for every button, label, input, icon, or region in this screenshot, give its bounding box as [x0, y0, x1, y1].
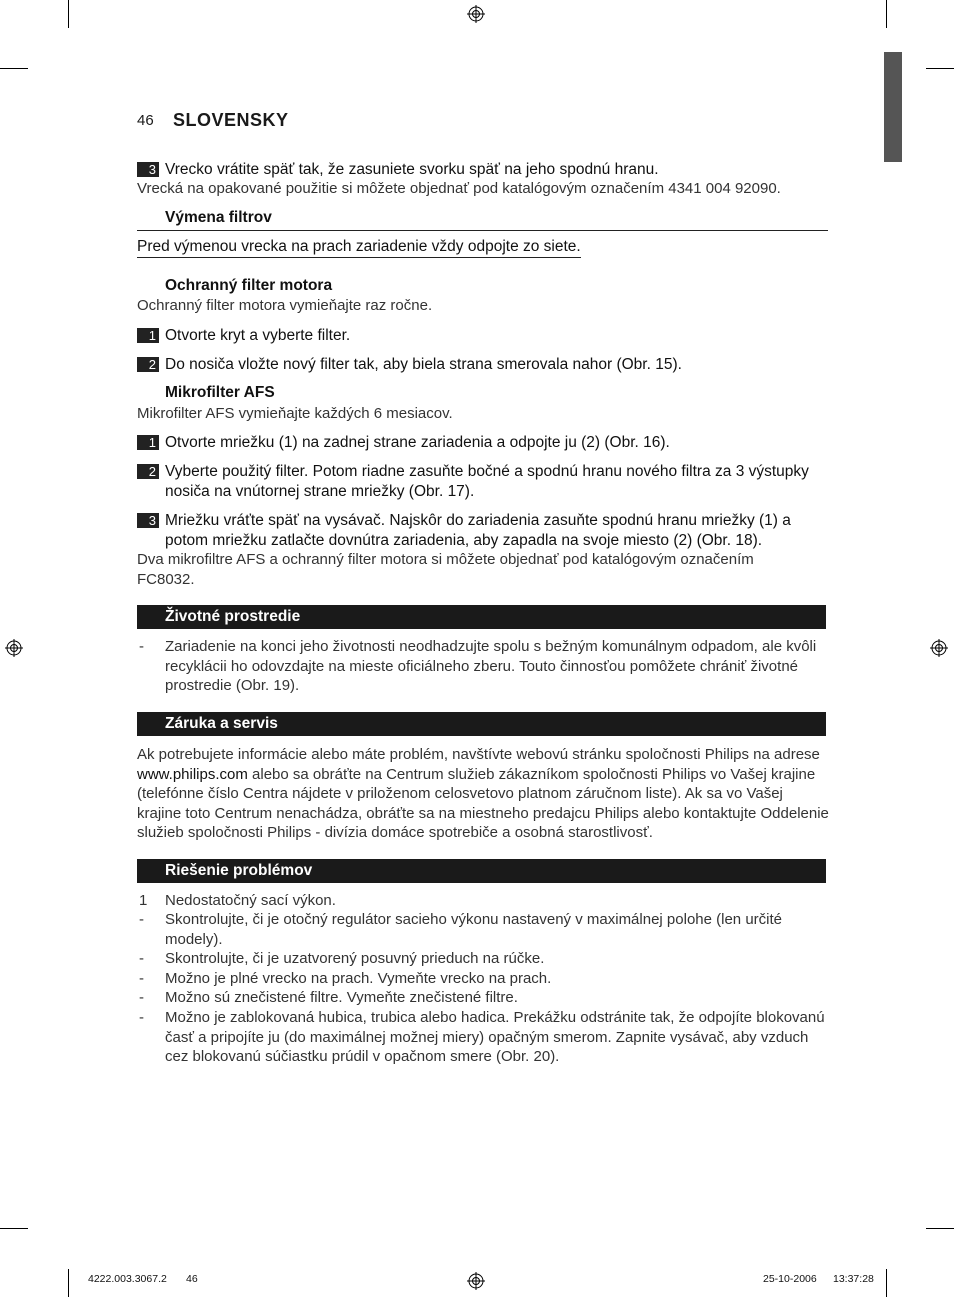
list-item	[137, 1008, 829, 1067]
step-text: Vyberte použitý filter. Potom riadne zasuňte bočné a spodnú hranu nového filtra za 3 výstupky nosiča na vnútornej strane mriežky (Obr. 17).	[165, 463, 809, 500]
problem-number: 1	[139, 892, 148, 909]
list-item-text: Zariadenie na konci jeho životnosti neodhadzujte spolu s bežným komunálnym odpadom, ale kvôli recyklácii ho odovzdajte na mieste oficiálneho zberu. Touto činnosťou pomôžete chrániť životné prostredie (Obr. 19).	[165, 638, 817, 694]
step-item	[137, 160, 827, 180]
step-number: 1	[137, 435, 159, 450]
crop-mark	[886, 1269, 887, 1297]
list-item	[137, 969, 829, 989]
section-bar	[137, 859, 826, 883]
list-item-text: Skontrolujte, či je uzatvorený posuvný prieduch na rúčke.	[165, 950, 545, 967]
registration-mark-icon	[5, 639, 23, 657]
guarantee-text-before: Ak potrebujete informácie alebo máte problém, navštívte webovú stránku spoločnosti Philips na adrese	[137, 746, 820, 763]
registration-mark-icon	[467, 1272, 485, 1290]
step-number: 1	[137, 328, 159, 343]
step-item	[137, 433, 827, 453]
step-text: Otvorte kryt a vyberte filter.	[165, 327, 351, 344]
list-item-text: Možno je plné vrecko na prach. Vymeňte vrecko na prach.	[165, 970, 552, 987]
step-item	[137, 355, 827, 375]
subsection-desc: Mikrofilter AFS vymieňajte každých 6 mesiacov.	[137, 405, 453, 422]
section-heading: Životné prostredie	[165, 608, 301, 625]
list-item-text: Možno je zablokovaná hubica, trubica alebo hadica. Prekážku odstránite tak, že odpojíte blokovanú časť a pripojíte ju (do maximálnej možnej miery) opačným smerom. Zapnite vysávač, aby vzduch cez blokovanú súčiastku prúdil v opačnom smere (Obr. 20).	[165, 1009, 825, 1065]
subsection-title: Mikrofilter AFS	[165, 384, 275, 401]
order-note: Vrecká na opakované použitie si môžete objednať pod katalógovým označením 4341 004 92090.	[137, 180, 781, 197]
section-bar	[137, 712, 826, 736]
subsection-title: Ochranný filter motora	[165, 277, 333, 294]
section-bar	[137, 605, 826, 629]
crop-mark	[68, 0, 69, 28]
step-text: Vrecko vrátite späť tak, že zasuniete svorku späť na jeho spodnú hranu.	[165, 161, 659, 178]
step-item	[137, 462, 827, 501]
list-item	[137, 988, 829, 1008]
list-item	[137, 637, 829, 696]
problem-text: Nedostatočný sací výkon.	[165, 892, 336, 909]
step-number: 3	[137, 162, 159, 177]
crop-mark	[886, 0, 887, 28]
order-note: Dva mikrofiltre AFS a ochranný filter motora si môžete objednať pod katalógovým označením FC8032.	[137, 551, 754, 588]
crop-mark	[926, 68, 954, 69]
guarantee-text-after: alebo sa obráťte na Centrum služieb zákazníkom spoločnosti Philips vo Vašej krajine (telefónne číslo Centra nájdete v priloženom celosvetovo platnom záručnom liste). Ak sa vo Vašej krajine toto Centrum nenachádza, obráťte sa na miestneho predajcu Philips alebo kontaktujte Oddelenie služieb spoločnosti Philips - divízia domáce spotrebiče a osobná starostlivosť.	[137, 765, 829, 841]
language-tab	[884, 52, 902, 162]
crop-mark	[926, 1228, 954, 1229]
warning-text: Pred výmenou vrecka na prach zariadenie vždy odpojte zo siete.	[137, 238, 581, 258]
bullet-marker: -	[139, 950, 144, 967]
step-text: Mriežku vráťte späť na vysávač. Najskôr do zariadenia zasuňte spodnú hranu mriežky (1) a potom mriežku zatlačte dovnútra zariadenia, aby zapadla na svoje miesto (2) (Obr. 18).	[165, 512, 791, 549]
language-title: SLOVENSKY	[173, 110, 289, 130]
list-item-text: Možno sú znečistené filtre. Vymeňte znečistené filtre.	[165, 989, 518, 1006]
step-number: 2	[137, 357, 159, 372]
step-number: 2	[137, 464, 159, 479]
crop-mark	[0, 1228, 28, 1229]
section-heading: Riešenie problémov	[165, 862, 313, 879]
section-heading: Výmena filtrov	[165, 209, 272, 226]
guarantee-text	[137, 745, 829, 843]
registration-mark-icon	[930, 639, 948, 657]
step-text: Otvorte mriežku (1) na zadnej strane zariadenia a odpojte ju (2) (Obr. 16).	[165, 434, 670, 451]
section-rule	[137, 230, 828, 231]
registration-mark-icon	[467, 5, 485, 23]
step-item	[137, 511, 827, 550]
crop-mark	[0, 68, 28, 69]
step-item	[137, 326, 827, 346]
print-date: 25-10-2006	[763, 1273, 817, 1285]
step-number: 3	[137, 513, 159, 528]
bullet-marker: -	[139, 970, 144, 987]
bullet-marker: -	[139, 638, 144, 655]
bullet-marker: -	[139, 1009, 144, 1026]
list-item-text: Skontrolujte, či je otočný regulátor sacieho výkonu nastavený v maximálnej polohe (len určité modely).	[165, 911, 782, 948]
subsection-desc: Ochranný filter motora vymieňajte raz ročne.	[137, 297, 433, 314]
print-code: 4222.003.3067.2	[88, 1273, 167, 1285]
bullet-marker: -	[139, 989, 144, 1006]
list-item	[137, 949, 829, 969]
crop-mark	[68, 1269, 69, 1297]
print-page: 46	[186, 1273, 198, 1285]
website-link[interactable]: www.philips.com	[137, 765, 248, 783]
print-time: 13:37:28	[833, 1273, 874, 1285]
problem-item	[137, 891, 829, 911]
page-number: 46	[137, 112, 154, 129]
section-heading: Záruka a servis	[165, 715, 278, 732]
bullet-marker: -	[139, 911, 144, 928]
list-item	[137, 910, 829, 949]
step-text: Do nosiča vložte nový filter tak, aby biela strana smerovala nahor (Obr. 15).	[165, 356, 682, 373]
